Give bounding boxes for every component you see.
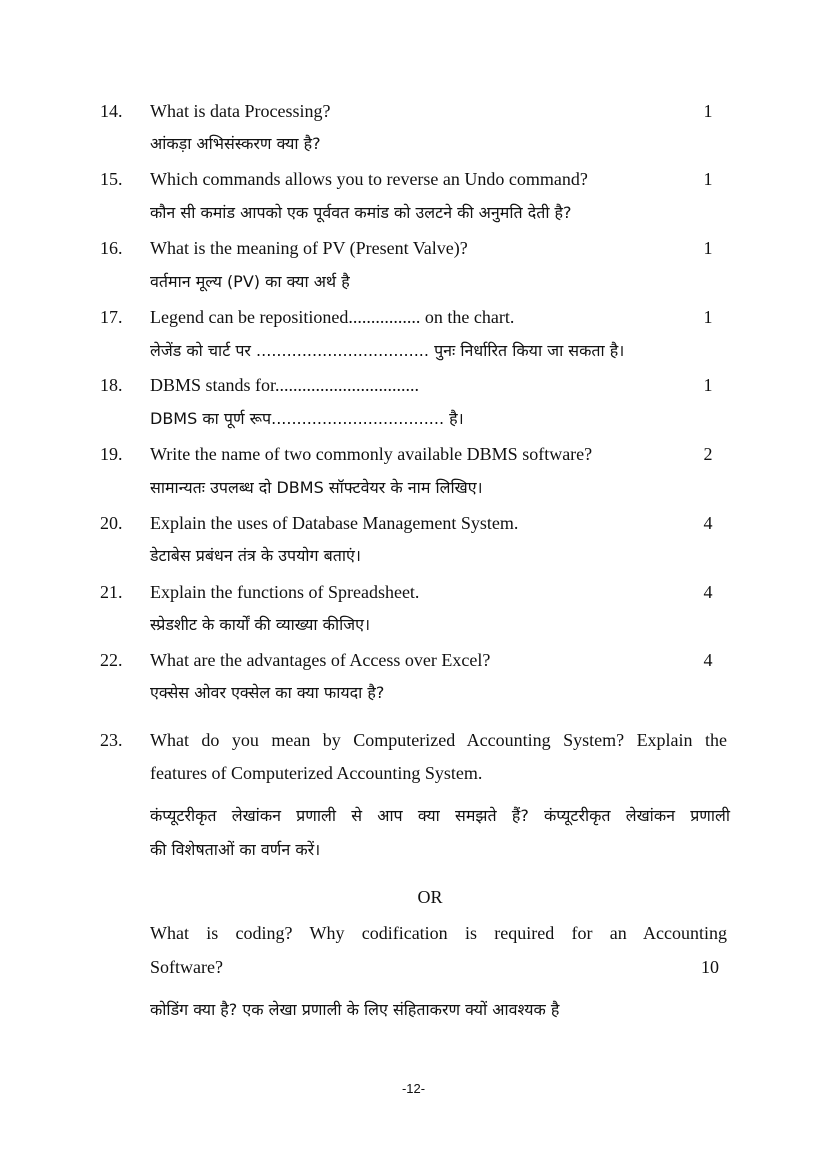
- question-number: 19.: [100, 444, 123, 464]
- question-text-hindi: सामान्यतः उपलब्ध दो DBMS सॉफ्टवेयर के नाम लिखिए।: [150, 478, 483, 497]
- question-marks: 4: [703, 650, 713, 670]
- question-marks: 4: [703, 513, 713, 533]
- alternative-question-english-line-2: Software?: [150, 957, 223, 977]
- question-text-english-line-1: What do you mean by Computerized Accounting System? Explain the: [150, 730, 727, 750]
- question-marks: 1: [703, 169, 713, 189]
- question-text-english: Explain the functions of Spreadsheet.: [150, 582, 420, 602]
- question-number: 21.: [100, 582, 123, 602]
- alternative-question-hindi: कोडिंग क्या है? एक लेखा प्रणाली के लिए संहिताकरण क्यों आवश्यक है: [150, 1000, 560, 1019]
- question-marks: 10: [701, 957, 719, 977]
- question-text-english: What is data Processing?: [150, 101, 331, 121]
- question-marks: 1: [703, 101, 713, 121]
- question-marks: 4: [703, 582, 713, 602]
- question-text-hindi: आंकड़ा अभिसंस्करण क्या है?: [150, 134, 321, 153]
- question-number: 22.: [100, 650, 123, 670]
- or-separator: OR: [417, 887, 443, 907]
- question-text-hindi: DBMS का पूर्ण रूप.................................. है।: [150, 409, 464, 428]
- question-text-hindi-line-1: कंप्यूटरीकृत लेखांकन प्रणाली से आप क्या समझते हैं? कंप्यूटरीकृत लेखांकन प्रणाली: [150, 806, 730, 825]
- question-text-english: Legend can be repositioned................ on the chart.: [150, 307, 515, 327]
- question-text-english: What is the meaning of PV (Present Valve)?: [150, 238, 468, 258]
- alternative-question-english-line-1: What is coding? Why codification is required for an Accounting: [150, 923, 727, 943]
- question-text-english: Which commands allows you to reverse an Undo command?: [150, 169, 588, 189]
- page-number: -12-: [401, 1081, 426, 1096]
- question-text-hindi: कौन सी कमांड आपको एक पूर्ववत कमांड को उलटने की अनुमति देती है?: [150, 203, 572, 222]
- question-number: 16.: [100, 238, 123, 258]
- question-text-english: What are the advantages of Access over Excel?: [150, 650, 491, 670]
- question-number: 20.: [100, 513, 123, 533]
- question-number: 23.: [100, 730, 123, 750]
- question-marks: 1: [703, 238, 713, 258]
- question-number: 15.: [100, 169, 123, 189]
- question-text-hindi: एक्सेस ओवर एक्सेल का क्या फायदा है?: [150, 683, 385, 702]
- question-text-hindi: लेजेंड को चार्ट पर .................................. पुनः निर्धारित किया जा सकता है।: [150, 341, 625, 360]
- question-number: 14.: [100, 101, 123, 121]
- question-text-english: Write the name of two commonly available DBMS software?: [150, 444, 593, 464]
- question-marks: 1: [703, 307, 713, 327]
- question-text-english: DBMS stands for................................: [150, 375, 420, 395]
- question-text-english-line-2: features of Computerized Accounting System.: [150, 763, 483, 783]
- question-text-hindi: स्प्रेडशीट के कार्यों की व्याख्या कीजिए।: [150, 615, 371, 634]
- question-text-hindi: वर्तमान मूल्य (PV) का क्या अर्थ है: [150, 272, 350, 291]
- question-number: 17.: [100, 307, 123, 327]
- question-marks: 1: [703, 375, 713, 395]
- question-text-hindi: डेटाबेस प्रबंधन तंत्र के उपयोग बताएं।: [150, 546, 361, 565]
- question-number: 18.: [100, 375, 123, 395]
- question-marks: 2: [703, 444, 713, 464]
- question-text-english: Explain the uses of Database Management System.: [150, 513, 519, 533]
- question-text-hindi-line-2: की विशेषताओं का वर्णन करें।: [150, 840, 321, 859]
